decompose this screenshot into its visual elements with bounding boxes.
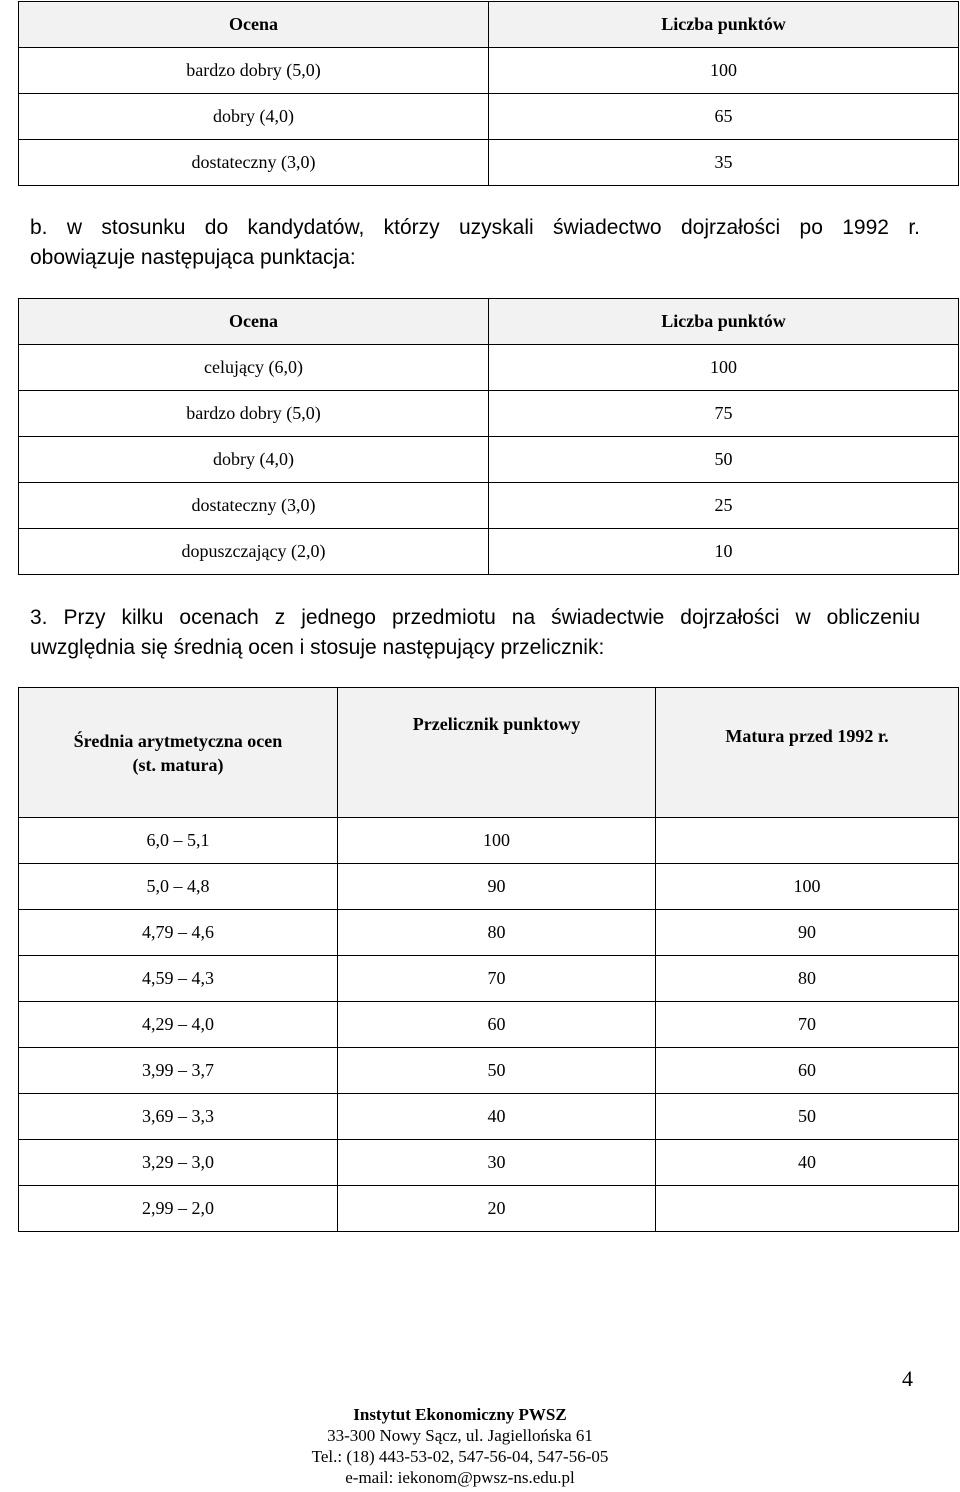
header-srednia-line-2: (st. matura) <box>132 754 224 775</box>
grade-cell: bardzo dobry (5,0) <box>19 391 489 437</box>
table-row <box>19 140 959 186</box>
points-cell: 70 <box>338 956 656 1002</box>
footer-phone: Tel.: (18) 443-53-02, 547-56-04, 547-56-05 <box>311 1447 609 1466</box>
range-cell: 3,99 – 3,7 <box>19 1048 338 1094</box>
paragraph-3 <box>30 603 920 663</box>
points-table-before-1992 <box>18 1 959 186</box>
header-ocena: Ocena <box>19 2 489 48</box>
grade-cell: dostateczny (3,0) <box>19 140 489 186</box>
grade-cell: dostateczny (3,0) <box>19 483 489 529</box>
grade-cell: dobry (4,0) <box>19 437 489 483</box>
average-conversion-table <box>18 687 959 1232</box>
table-row <box>19 1186 959 1232</box>
paragraph-b-line-1: b. w stosunku do kandydatów, którzy uzyskali świadectwo dojrzałości po 1992 r. <box>30 216 920 239</box>
points-cell: 35 <box>489 140 959 186</box>
table-row <box>19 864 959 910</box>
range-cell: 3,29 – 3,0 <box>19 1140 338 1186</box>
grade-cell: dopuszczający (2,0) <box>19 529 489 575</box>
old-matura-cell: 70 <box>656 1002 959 1048</box>
old-matura-cell: 40 <box>656 1140 959 1186</box>
paragraph-3-line-2: uwzględnia się średnią ocen i stosuje następujący przelicznik: <box>30 636 605 659</box>
points-cell: 80 <box>338 910 656 956</box>
table-row <box>19 483 959 529</box>
points-cell: 50 <box>489 437 959 483</box>
range-cell: 2,99 – 2,0 <box>19 1186 338 1232</box>
points-cell: 100 <box>338 818 656 864</box>
header-przelicznik: Przelicznik punktowy <box>338 688 656 818</box>
footer <box>260 1404 660 1488</box>
table-row <box>19 48 959 94</box>
header-ocena: Ocena <box>19 299 489 345</box>
range-cell: 4,59 – 4,3 <box>19 956 338 1002</box>
table-row <box>19 345 959 391</box>
points-cell: 50 <box>338 1048 656 1094</box>
table-row <box>19 1002 959 1048</box>
points-cell: 90 <box>338 864 656 910</box>
points-cell: 40 <box>338 1094 656 1140</box>
range-cell: 4,29 – 4,0 <box>19 1002 338 1048</box>
header-matura-przed-1992: Matura przed 1992 r. <box>656 688 959 818</box>
range-cell: 5,0 – 4,8 <box>19 864 338 910</box>
table-row <box>19 1140 959 1186</box>
points-cell: 100 <box>489 48 959 94</box>
header-liczba-punktow: Liczba punktów <box>489 2 959 48</box>
old-matura-cell: 80 <box>656 956 959 1002</box>
table-row <box>19 94 959 140</box>
grade-cell: bardzo dobry (5,0) <box>19 48 489 94</box>
table-row <box>19 818 959 864</box>
page-number: 4 <box>902 1366 913 1391</box>
old-matura-cell <box>656 1186 959 1232</box>
points-table-after-1992 <box>18 298 959 575</box>
table-row <box>19 391 959 437</box>
grade-cell: dobry (4,0) <box>19 94 489 140</box>
range-cell: 4,79 – 4,6 <box>19 910 338 956</box>
old-matura-cell: 60 <box>656 1048 959 1094</box>
footer-address: 33-300 Nowy Sącz, ul. Jagiellońska 61 <box>327 1426 593 1445</box>
table-row <box>19 956 959 1002</box>
table-row <box>19 529 959 575</box>
old-matura-cell: 50 <box>656 1094 959 1140</box>
grade-cell: celujący (6,0) <box>19 345 489 391</box>
old-matura-cell <box>656 818 959 864</box>
paragraph-b-line-2: obowiązuje następująca punktacja: <box>30 246 356 269</box>
footer-email: e-mail: iekonom@pwsz-ns.edu.pl <box>345 1468 575 1487</box>
points-cell: 25 <box>489 483 959 529</box>
table-row <box>19 437 959 483</box>
range-cell: 6,0 – 5,1 <box>19 818 338 864</box>
points-cell: 65 <box>489 94 959 140</box>
table-row <box>19 910 959 956</box>
table-row <box>19 1094 959 1140</box>
points-cell: 75 <box>489 391 959 437</box>
header-srednia <box>19 688 338 818</box>
paragraph-3-line-1: 3. Przy kilku ocenach z jednego przedmiotu na świadectwie dojrzałości w obliczeniu <box>30 606 920 629</box>
points-cell: 10 <box>489 529 959 575</box>
header-liczba-punktow: Liczba punktów <box>489 299 959 345</box>
points-cell: 30 <box>338 1140 656 1186</box>
paragraph-b <box>30 213 920 273</box>
points-cell: 60 <box>338 1002 656 1048</box>
points-cell: 100 <box>489 345 959 391</box>
range-cell: 3,69 – 3,3 <box>19 1094 338 1140</box>
old-matura-cell: 90 <box>656 910 959 956</box>
header-srednia-line-1: Średnia arytmetyczna ocen <box>73 730 283 751</box>
table-row <box>19 1048 959 1094</box>
old-matura-cell: 100 <box>656 864 959 910</box>
points-cell: 20 <box>338 1186 656 1232</box>
footer-institute: Instytut Ekonomiczny PWSZ <box>353 1405 567 1424</box>
